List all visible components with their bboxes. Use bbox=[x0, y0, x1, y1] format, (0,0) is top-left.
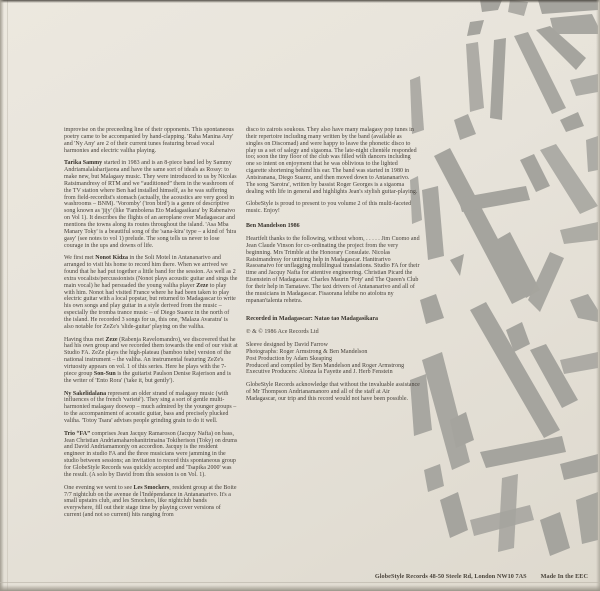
liner-notes-left-column bbox=[64, 127, 238, 525]
paragraph: Ben Mandelson 1986 bbox=[246, 223, 300, 230]
made-in-text: Made In the EEC bbox=[540, 573, 588, 580]
paragraph: GlobeStyle is proud to present to you volume 2 of this multi-faceted music. Enjoy! bbox=[246, 201, 412, 215]
paragraph: Photographs: Roger Armstrong & Ben Mandelson bbox=[246, 348, 368, 355]
sleeve-seam bbox=[7, 0, 8, 591]
label-imprint bbox=[375, 573, 588, 580]
sleeve-crease bbox=[0, 582, 600, 583]
paragraph: Heartfelt thanks to the following, without whom, . . . . . Jim Cuomo and Jean Claude Vinson for co-ordinating the project from the very beginning. Mrs Trimble at the Honorary Consulate. Nicolas Ratsimandresy for untiring help in Madagascar. Hanitrarivo Rasoanaivo for unflagging multilingual translations. Studio FA for their time and Jacquy Nafta for attentive engineering. Christian Picard the Eisenstein of Madagascar. Charles Maurin 'Poty' and The Queen's Club for their help in Tamatave. The taxi drivers of Antananarivo and all of the musicians in Madagascar. Fisaorana lehibe no atolotra ny mpanan'talenta rehetra. bbox=[246, 235, 420, 304]
paragraph: Having thus met Zeze (Rabenja Ravelomandro), we discovered that he had his own group and we recorded them towards the end of our visit at Studio FA. ZeZe plays the high-plateau (bamboo tube) version of the national instrument – the valiha. An instrumental featuring ZeZe's virtuosity appears on vol. 1 of this series. Here he plays with the 7-piece group Son-Sun is the guitarist Paulson Denise Rajerison and is the writer of 'Ento Rora' ('take it, but gently'). bbox=[64, 336, 238, 384]
paragraph: GlobeStyle Records acknowledge that without the invaluable assistance of Mr Thompson Andrianamanoro and all of the staff at Air Madagascar, our trip and this record would not have been possible. bbox=[246, 382, 420, 402]
paragraph: Recorded in Madagascar: Natao tao Madagasikara bbox=[246, 316, 379, 323]
paragraph: improvise on the preceeding line of their opponents. This spontaneous poetry came to be accompanied by hand-clapping. 'Raha Manina Any' and 'Ny Any' are 2 of their current tunes featuring broad vocal harmonies and electric valiha playing. bbox=[64, 127, 234, 154]
paragraph: ℗ & © 1986 Ace Records Ltd bbox=[246, 329, 319, 336]
paragraph: One evening we went to see Les Smockers, resident group at the Boite 7/7 nightclub on the avenue de l'Indépendance in Antananarivo. It's a small upstairs club, and les Smockers, like nightclub bands everywhere, fill out their stage time by playing cover versions of current (and not so current) hits ranging from bbox=[64, 484, 237, 519]
paragraph: Ny Sakelidalana represent an older strand of malagasy music (with influences of the french 'varieté'). They sing a sort of gentle multi-harmonied malagasy doowop – much admired by the younger groups – to the accompaniment of acoustic guitar, bass and precisely plucked valiha. 'Totoy Tsara' advises people grinding grain to do it well. bbox=[64, 390, 237, 424]
sleeve-edge-left bbox=[0, 0, 4, 591]
sleeve-edge-bottom bbox=[0, 585, 600, 591]
paragraph: Executive Producers: Alonza la Fayette and J. Herb Fenstein bbox=[246, 369, 393, 376]
sleeve-edge-right bbox=[596, 0, 600, 591]
abstract-collage-art bbox=[410, 0, 598, 572]
sleeve-edge-top bbox=[0, 0, 600, 3]
paragraph: Post Production by Adam Skeaping bbox=[246, 355, 332, 362]
paragraph: Sleeve designed by David Farrow bbox=[246, 342, 328, 349]
paragraph: disco to zairois soukous. They also have many malagasy pop tunes in their repertoire including many written by the band (available as singles on Discomad) and were happy to leave the phonetic disco to play us a set of salegy and sigaoma. The late-night clientèle responded too; soon the tiny floor of the club was filled with dancers including one so intent on enjoyment that he was oblivious to the lighted cigarette shortening behind his ear. The band was started in 1980 in Antsiranana, Diego Suarez, and then moved down to Antananarivo. The song 'Sarotra', written by bassist Roger Georges is a sigaoma dealing with life in general and highlights Jean's stylish guitar-playing. bbox=[246, 127, 418, 195]
paragraph: We first met Nonot Kidza in the Soli Motel in Antananarivo and arranged to visit his home to record him there. When we arrived we found that he had put together a little band for the session. As well as 2 extra vocalists/percussionists (Nonot plays acoustic guitar and sings the main vocal) he had persuaded the young valiha player Zeze to play with him. Nonot had visited France where he had been taken to play electric guitar with a local popstar, but returned to Madagascar to write his own songs and play guitar in a style derived from the music – especially the tromba trance music – of Diego Suarez in the north of the island. He recorded 3 songs for us, this one, 'Malaza Avaratra' is also notable for ZeZe's 'slide-guitar' playing on the valiha. bbox=[64, 255, 238, 330]
label-address: GlobeStyle Records 48-50 Steele Rd, London NW10 7AS bbox=[374, 573, 527, 580]
paragraph: Tarika Sammy started in 1983 and is an 8-piece band led by Sammy Andriamalalaharijaona and have the same sort of ideals as Rossy: to make new, but Malagasy music. They were introduced to us by Nicolas Ratsimandresy of RTM and we “auditioned” them in the washroom of the TV station where Ben had installed himself, as he was suffering from field-recordist's stomach (actually, the acoustics are very good in washrooms – BNM). 'Voromby' ('iron bird') is a genre of descriptive song known as 'jijy' (like 'Fambolena Eto Madagasikara' by Rabenaivo on Vol 1). It describes the flights of an aeroplane over Madagascar and mentions the towns along its routes throughout the island. 'Asa Mba Manary Toky' is a beautiful song of the 'sana-kira' type – a kind of 'hira gasy' (see notes to vol 1) prelude. The song tells us never to lose courage in the ups and downs of life. bbox=[64, 160, 237, 249]
paragraph: Trio “FA” comprises Jean Jacquy Ramaroson (Jacquy Nafta) on bass, Jean Christian Andriamaharohanitrimaina Tokiherison (Toky) on drums and David Andriamamonjy on accordion. Jacquy is the resident engineer in studio FA and the three musicians were jamming in the studio between sessions; an invitation to record this spontaneous group for GlobeStyle Records was quickly accepted and 'Tsapika 2000' was the result. (A solo by David from this session is on Vol. 1). bbox=[64, 430, 238, 478]
paragraph: Produced and compiled by Ben Mandelson and Roger Armstrong bbox=[246, 362, 405, 369]
liner-notes-right-column bbox=[246, 127, 420, 409]
